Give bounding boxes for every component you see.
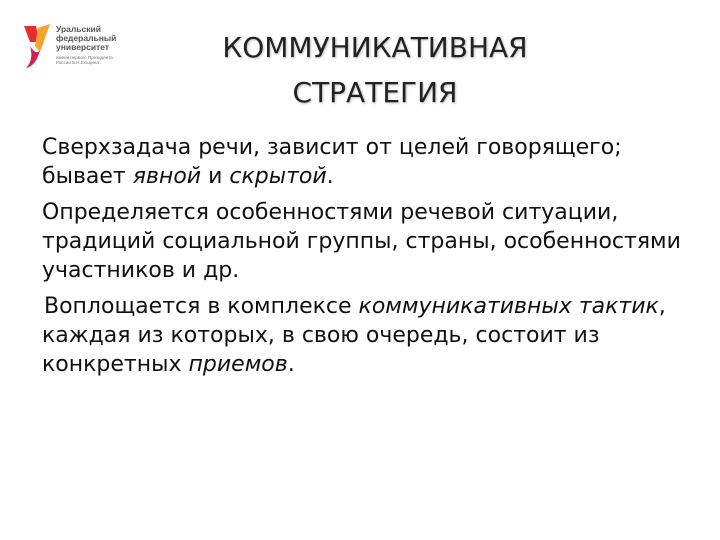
paragraph-embodied bbox=[42, 292, 692, 379]
text: Воплощается в комплексе bbox=[44, 294, 359, 319]
text: Сверхзадача речи, зависит от целей говорящего; бывает bbox=[42, 135, 622, 189]
paragraph-goal bbox=[42, 133, 692, 191]
title-line-1: КОММУНИКАТИВНАЯ bbox=[222, 31, 528, 64]
university-logo bbox=[22, 22, 132, 72]
emphasis-hidden: скрытой bbox=[229, 164, 327, 189]
university-name bbox=[56, 25, 136, 52]
title-line-2: СТРАТЕГИЯ bbox=[292, 76, 458, 109]
text: . bbox=[326, 164, 334, 189]
slide-title bbox=[150, 25, 600, 115]
text: Определяется особенностями речевой ситуации, традиций социальной группы, страны, особенностями участников и др. bbox=[42, 200, 681, 283]
text: и bbox=[201, 164, 230, 189]
emphasis-explicit: явной bbox=[132, 164, 202, 189]
logo-line: федеральный bbox=[56, 33, 117, 43]
logo-sub-line: имени первого Президента bbox=[56, 55, 113, 60]
logo-line: университет bbox=[56, 42, 110, 52]
logo-sub-line: России Б.Н.Ельцина bbox=[56, 60, 99, 65]
logo-line: Уральский bbox=[56, 24, 101, 34]
text: , каждая из которых, в свою очередь, состоит из конкретных bbox=[42, 294, 666, 377]
paragraph-determined bbox=[42, 198, 692, 285]
text: . bbox=[287, 352, 295, 377]
emphasis-tactics: коммуникативных тактик bbox=[358, 294, 659, 319]
urfu-logo-icon bbox=[22, 22, 52, 70]
emphasis-techniques: приемов bbox=[188, 352, 288, 377]
university-subtitle bbox=[56, 55, 136, 65]
slide-body bbox=[42, 133, 692, 386]
